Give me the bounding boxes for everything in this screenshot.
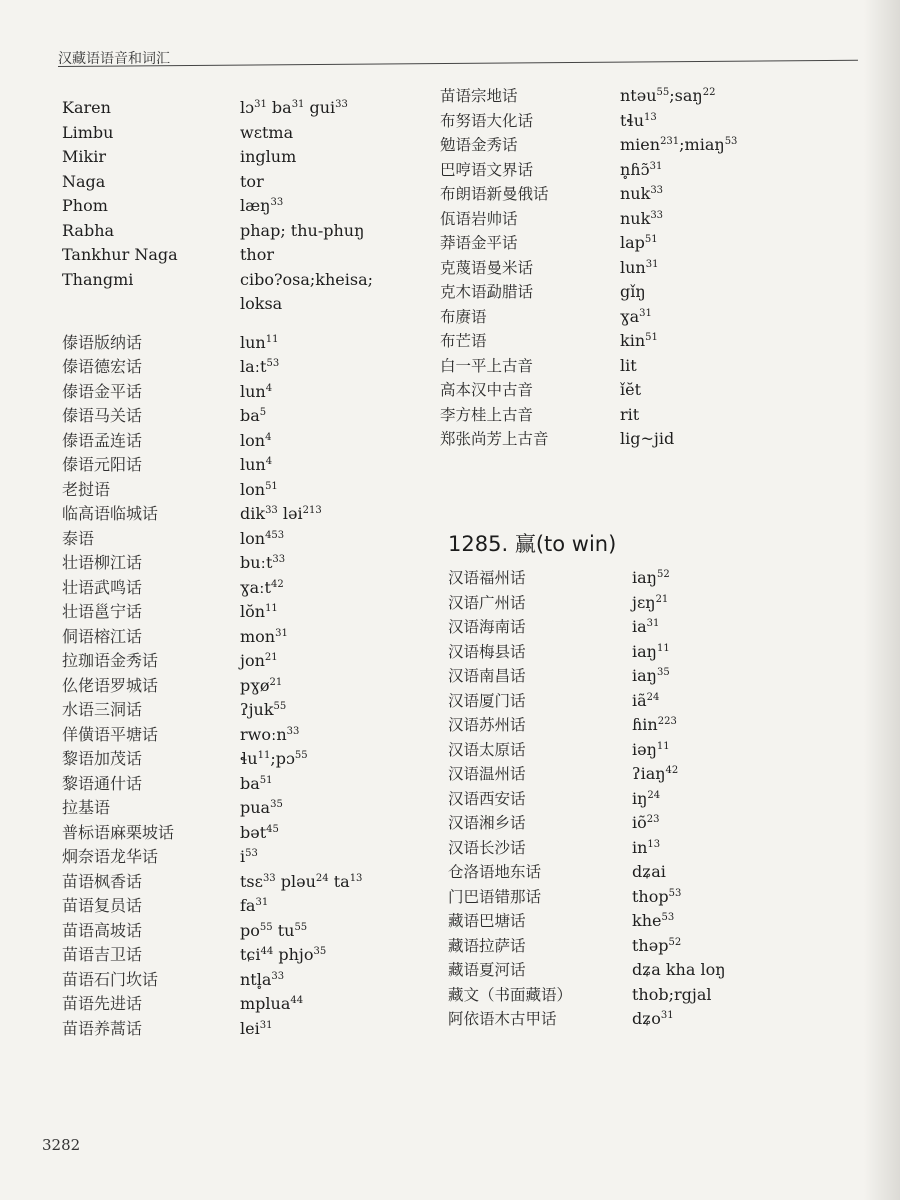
entry-form: ʔjuk$^{55}$: [240, 700, 287, 719]
entry-row: [440, 256, 860, 281]
entry-form: jon$^{21}$: [240, 651, 278, 670]
entry-language: 傣语金平话: [62, 381, 143, 401]
entry-language: Phom: [62, 196, 108, 215]
entry-row: [440, 378, 860, 403]
entry-row: [58, 894, 428, 919]
entry-language: 勉语金秀话: [440, 136, 518, 154]
entry-form: lon$^{453}$: [240, 528, 285, 548]
entry-language: 壮语柳江话: [62, 553, 143, 572]
entry-language: 高本汉中古音: [440, 381, 534, 399]
entry-row: [446, 591, 866, 616]
entry-language: 佯僙语平塘话: [62, 724, 159, 744]
entry-gap: [58, 317, 428, 331]
entry-row: [446, 738, 866, 763]
entry-row: [440, 133, 860, 158]
entry-language: 汉语南昌话: [448, 667, 526, 685]
entry-form: kin$^{51}$: [620, 331, 658, 350]
entry-row: [58, 625, 428, 650]
entry-language: 壮语邕宁话: [62, 602, 143, 621]
entry-row: [58, 268, 428, 293]
entry-language: 汉语长沙话: [448, 838, 526, 857]
entry-row: [446, 713, 866, 738]
entry-language: 老挝语: [62, 479, 111, 499]
entry-row: [446, 836, 866, 861]
entry-form: lun$^4$: [240, 455, 273, 474]
entry-language: 傣语版纳话: [62, 332, 143, 352]
entry-form: mien$^{231}$;miaŋ$^{53}$: [620, 135, 738, 154]
entry-row: [58, 943, 428, 968]
entry-row: [440, 329, 860, 354]
entry-form: $ia^{31}$: [632, 617, 660, 636]
entry-form: nuk$^{33}$: [620, 208, 664, 228]
entry-row: [58, 772, 428, 797]
header-rule: [58, 60, 858, 67]
entry-row: [58, 796, 428, 821]
entry-row: [58, 145, 428, 170]
entry-language: 侗语榕江话: [62, 626, 143, 646]
entry-form: $ba^5$: [240, 406, 267, 425]
entry-form: $po^{55}$ $tu^{55}$: [240, 920, 308, 940]
entry-row: [58, 600, 428, 625]
entry-row: [58, 870, 428, 895]
entry-row: [446, 1007, 866, 1032]
running-head: 汉藏语语音和词汇: [58, 51, 170, 67]
entry-language: 苗语石门坎话: [62, 969, 159, 989]
entry-row: [58, 551, 428, 576]
entry-form: lun$^{11}$: [240, 332, 279, 352]
entry-form: $fa^{31}$: [240, 896, 269, 915]
entry-row: [58, 429, 428, 454]
entry-form: gǐŋ: [620, 282, 646, 301]
entry-language: Tankhur Naga: [62, 245, 178, 264]
entry-form: iəŋ$^{11}$: [632, 739, 670, 759]
left-column: [58, 96, 428, 1041]
entry-row: [58, 698, 428, 723]
entry-row: [58, 380, 428, 405]
entry-language: 布芒语: [440, 332, 487, 350]
entry-row: [58, 404, 428, 429]
entry-row: [440, 207, 860, 232]
entry-form: $ba^{51}$: [240, 773, 273, 793]
section-heading: [448, 528, 616, 558]
entry-language: 白一平上古音: [440, 356, 534, 375]
entry-form: thop$^{53}$: [632, 886, 682, 906]
entry-row: [446, 860, 866, 885]
entry-form: ɦin$^{223}$: [632, 715, 677, 734]
entry-language: 汉语西安话: [448, 789, 526, 808]
entry-language: 傣语马关话: [62, 406, 143, 425]
entry-language: 汉语梅县话: [448, 642, 526, 661]
entry-form: læŋ$^{33}$: [240, 196, 284, 215]
entry-form: lun$^4$: [240, 381, 273, 401]
entry-language: 郑张尚芳上古音: [440, 430, 549, 448]
entry-form: lŏn$^{11}$: [240, 602, 278, 621]
entry-language: 布朗语新曼俄话: [440, 185, 549, 203]
entry-language: 门巴语错那话: [448, 887, 542, 906]
entry-row: [58, 292, 428, 317]
entry-row: [440, 109, 860, 134]
entry-language: 苗语高坡话: [62, 920, 143, 940]
entry-language: Mikir: [62, 147, 106, 166]
entry-form: lon$^{51}$: [240, 479, 278, 499]
entry-language: 炯奈语龙华话: [62, 847, 159, 866]
entry-form: iaŋ$^{11}$: [632, 641, 670, 661]
entry-form: cibo?osa;kheisa;: [240, 269, 374, 289]
entry-row: [446, 885, 866, 910]
entry-row: [440, 427, 860, 452]
entry-language: 拉基语: [62, 798, 111, 817]
entry-form: mon$^{31}$: [240, 626, 288, 646]
entry-row: [440, 403, 860, 428]
entry-form: tsɛ$^{33}$ pləu$^{24}$ $ta^{13}$: [240, 871, 363, 891]
entry-row: [440, 231, 860, 256]
entry-language: 李方桂上古音: [440, 405, 534, 424]
entry-language: 莽语金平话: [440, 234, 518, 252]
page-edge-shadow: [864, 0, 900, 1200]
entry-row: [58, 243, 428, 268]
section-headword: 赢: [514, 532, 536, 556]
entry-form: bət$^{45}$: [240, 822, 279, 842]
entry-row: [446, 909, 866, 934]
entry-language: 汉语温州话: [448, 765, 526, 783]
entry-row: [58, 723, 428, 748]
entry-row: [58, 992, 428, 1017]
entry-language: 苗语先进话: [62, 994, 143, 1013]
entry-form: inglum: [240, 147, 297, 166]
entry-form: lap$^{51}$: [620, 233, 658, 252]
entry-form: tɕi$^{44}$ phjo$^{35}$: [240, 945, 327, 964]
entry-form: ɣaːt$^{42}$: [240, 577, 284, 597]
entry-row: [58, 96, 428, 121]
entry-language: 黎语加茂话: [62, 749, 143, 768]
entry-row: [58, 194, 428, 219]
entry-form: nuk$^{33}$: [620, 184, 664, 203]
section-gloss: (to win): [535, 532, 617, 556]
entry-language: 泰语: [62, 528, 95, 548]
entry-form: lig~jid: [620, 429, 675, 448]
entry-language: 汉语湘乡话: [448, 814, 526, 832]
entry-row: [446, 664, 866, 689]
entry-language: 拉珈语金秀话: [62, 651, 159, 670]
entry-row: [446, 958, 866, 983]
entry-form: $iŋ^{24}$: [632, 788, 661, 808]
entry-language: 藏语巴塘话: [448, 912, 526, 930]
entry-row: [58, 331, 428, 356]
entry-row: [58, 219, 428, 244]
entry-row: [58, 453, 428, 478]
entry-form: iaŋ$^{52}$: [632, 568, 670, 587]
entry-language: Naga: [62, 171, 106, 191]
entry-language: 苗语枫香话: [62, 871, 143, 891]
entry-language: 巴哼语文界话: [440, 160, 534, 179]
entry-form: dʑa kha loŋ: [632, 960, 726, 979]
entry-row: [58, 649, 428, 674]
entry-form: pua$^{35}$: [240, 798, 283, 817]
entry-row: [58, 919, 428, 944]
entry-language: 黎语通什话: [62, 773, 143, 793]
entry-form: $iõ^{23}$: [632, 813, 660, 832]
entry-row: [58, 821, 428, 846]
entry-form: tɬu$^{13}$: [620, 110, 657, 130]
entry-form: mplua$^{44}$: [240, 994, 304, 1013]
entry-form: buːt$^{33}$: [240, 553, 286, 572]
entry-form: $ntl̥a^{33}$: [240, 969, 285, 989]
right-column-bottom: [446, 566, 866, 1032]
entry-language: 苗语吉卫话: [62, 945, 143, 964]
entry-form: ɣa$^{31}$: [620, 306, 652, 326]
entry-form: lon$^4$: [240, 430, 272, 450]
entry-row: [446, 615, 866, 640]
entry-row: [58, 355, 428, 380]
entry-form: dik$^{33}$ ləi$^{213}$: [240, 504, 322, 523]
entry-form: ntəu$^{55}$;saŋ$^{22}$: [620, 86, 716, 105]
entry-language: 壮语武鸣话: [62, 577, 143, 597]
entry-language: 普标语麻栗坡话: [62, 822, 175, 842]
entry-language: 佤语岩帅话: [440, 209, 518, 228]
entry-language: 仫佬语罗城话: [62, 675, 159, 695]
entry-form: ǐĕt: [620, 380, 642, 399]
entry-form: tor: [240, 171, 264, 191]
entry-form: thəp$^{52}$: [632, 935, 682, 955]
entry-row: [446, 689, 866, 714]
entry-language: 藏语夏河话: [448, 961, 526, 979]
entry-row: [446, 762, 866, 787]
entry-language: 汉语海南话: [448, 618, 526, 636]
entry-row: [446, 640, 866, 665]
entry-form: $in^{13}$: [632, 837, 661, 857]
entry-row: [446, 811, 866, 836]
entry-language: Rabha: [62, 220, 115, 240]
entry-language: Karen: [62, 98, 111, 117]
entry-language: Limbu: [62, 122, 114, 142]
entry-form: wɛtma: [240, 122, 294, 142]
entry-language: 苗语复员话: [62, 896, 143, 915]
entry-language: 汉语厦门话: [448, 691, 526, 710]
entry-form: lei$^{31}$: [240, 1018, 273, 1038]
entry-form: thor: [240, 245, 275, 264]
entry-row: [58, 502, 428, 527]
entry-form: ɬu$^{11}$;pɔ$^{55}$: [240, 749, 308, 768]
entry-form: loksa: [240, 294, 283, 313]
entry-row: [58, 747, 428, 772]
entry-form: pɣø$^{21}$: [240, 675, 283, 695]
entry-language: 汉语太原话: [448, 740, 526, 759]
entry-form: iaŋ$^{35}$: [632, 666, 670, 685]
entry-language: 苗语宗地话: [440, 87, 518, 105]
entry-form: thob;rgjal: [632, 984, 712, 1004]
entry-language: 克木语勐腊话: [440, 283, 534, 301]
entry-language: 仓洛语地东话: [448, 863, 542, 881]
entry-language: 水语三洞话: [62, 700, 143, 719]
entry-form: lɔ$^{31}$ $ba^{31}$ gui$^{33}$: [240, 98, 348, 117]
entry-language: 阿依语木古甲话: [448, 1010, 557, 1028]
entry-row: [58, 527, 428, 552]
entry-language: 汉语苏州话: [448, 716, 526, 734]
entry-language: 布努语大化话: [440, 111, 534, 130]
entry-form: dʑai: [632, 862, 666, 881]
entry-form: laːt$^{53}$: [240, 357, 280, 376]
page-number: 3282: [42, 1136, 81, 1154]
entry-row: [440, 158, 860, 183]
entry-row: [446, 566, 866, 591]
entry-form: rwoːn$^{33}$: [240, 724, 300, 744]
entry-form: lun$^{31}$: [620, 257, 659, 277]
entry-form: n̥ɦɔ̃$^{31}$: [620, 159, 663, 179]
entry-row: [446, 787, 866, 812]
right-column-top: [440, 84, 860, 452]
entry-row: [58, 674, 428, 699]
entry-row: [446, 934, 866, 959]
entry-language: 傣语孟连话: [62, 430, 143, 450]
entry-form: rit: [620, 404, 640, 424]
entry-row: [58, 1017, 428, 1042]
entry-form: $i^{53}$: [240, 847, 258, 866]
entry-language: 布赓语: [440, 307, 487, 326]
section-number: 1285.: [448, 532, 509, 556]
entry-row: [440, 354, 860, 379]
entry-language: 藏文（书面藏语）: [448, 985, 573, 1004]
entry-row: [58, 576, 428, 601]
entry-language: 藏语拉萨话: [448, 936, 526, 955]
entry-row: [440, 280, 860, 305]
entry-row: [58, 845, 428, 870]
entry-language: 汉语福州话: [448, 569, 526, 587]
entry-form: khe$^{53}$: [632, 911, 675, 930]
entry-row: [446, 983, 866, 1008]
entry-row: [58, 968, 428, 993]
entry-row: [440, 182, 860, 207]
entry-language: 临高语临城话: [62, 504, 159, 523]
entry-row: [58, 121, 428, 146]
entry-language: 傣语德宏话: [62, 357, 143, 376]
entry-language: Thangmi: [62, 269, 134, 289]
entry-row: [440, 305, 860, 330]
entry-form: phap; thu-phuŋ: [240, 220, 365, 240]
entry-form: lit: [620, 355, 637, 375]
entry-language: 汉语广州话: [448, 593, 526, 612]
entry-language: 克蔑语曼米话: [440, 258, 534, 277]
entry-row: [58, 478, 428, 503]
entry-form: ʔiaŋ$^{42}$: [632, 764, 679, 783]
entry-language: 傣语元阳话: [62, 455, 143, 474]
entry-form: $iã^{24}$: [632, 690, 660, 710]
entry-form: dʑo$^{31}$: [632, 1009, 674, 1028]
entry-row: [58, 170, 428, 195]
entry-language: 苗语养蒿话: [62, 1018, 143, 1038]
entry-form: jɛŋ$^{21}$: [632, 592, 669, 612]
entry-row: [440, 84, 860, 109]
